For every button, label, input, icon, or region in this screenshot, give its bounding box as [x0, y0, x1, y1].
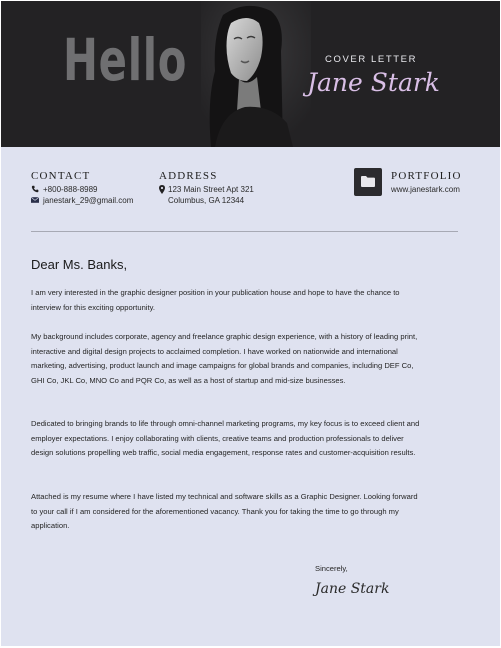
envelope-icon	[31, 197, 39, 203]
portfolio-badge	[354, 168, 382, 196]
folder-icon	[361, 176, 375, 187]
contact-email[interactable]: janestark_29@gmail.com	[43, 196, 134, 205]
signature: Jane Stark	[315, 581, 390, 597]
phone-icon	[31, 185, 39, 193]
header-name: Jane Stark	[307, 68, 440, 97]
cover-letter-label: COVER LETTER	[325, 54, 418, 65]
letter-paragraph-2: My background includes corporate, agency and freelance graphic design experience, with a history of leading print, interactive and digital design projects to acclaimed completion. I have worked on nationwide and international marketing, advertising, product launch and image campaigns for global brands and companies, including DEF Co, GHI Co, JKL Co, MNO Co and PQR Co, as well as a host of startup and mid-size businesses.	[31, 332, 418, 385]
address-line-1: 123 Main Street Apt 321	[168, 185, 254, 194]
address-title: ADDRESS	[159, 170, 218, 182]
letter-paragraph-4: Attached is my resume where I have listed my technical and software skills as a Graphic Designer. Looking forward to your call if I am considered for the aforementioned vacancy. Thank you for taking the time to go through my application.	[31, 492, 418, 530]
portfolio-website[interactable]: www.janestark.com	[391, 185, 460, 194]
contact-phone[interactable]: +800-888-8989	[43, 185, 98, 194]
address-line-2: Columbus, GA 12344	[168, 196, 245, 205]
portrait-photo	[201, 1, 311, 147]
header-banner	[1, 1, 500, 147]
letter-paragraph-3: Dedicated to bringing brands to life through omni-channel marketing programs, my key focus is to exceed client and employer expectations. I enjoy collaborating with clients, creative teams and production professionals to deliver design solutions propelling web traffic, social media engagement, response rates and customer-acquisition results.	[31, 419, 420, 457]
hello-heading: Hello	[63, 26, 188, 94]
salutation: Dear Ms. Banks,	[31, 257, 128, 272]
cover-letter-page	[1, 1, 500, 646]
letter-paragraph-1: I am very interested in the graphic designer position in your publication house and hope to have the chance to interview for this exciting opportunity.	[31, 288, 400, 312]
closing: Sincerely,	[315, 564, 348, 573]
divider-line	[31, 231, 458, 232]
portfolio-title: PORTFOLIO	[391, 170, 462, 182]
contact-title: CONTACT	[31, 170, 91, 182]
map-pin-icon	[159, 185, 165, 194]
